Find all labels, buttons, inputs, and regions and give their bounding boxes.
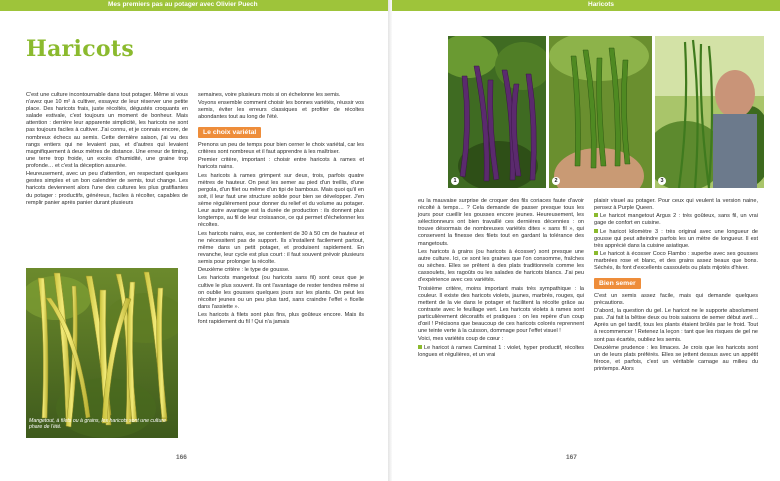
left-page <box>0 0 388 481</box>
right-column-2 <box>594 198 758 374</box>
paragraph: Voici, mes variétés coup de cœur : <box>418 336 504 343</box>
photo-number-2: 2 <box>552 177 560 185</box>
paragraph: C'est une culture incontournable dans tout potager. Même si vous n'avez que 10 m² à cultiver, essayez de leur réserver une petite place. Des haricots frais, juste récoltés, dégustés croquants en salade estivale, c'est toujours un moment de bonheur. Mais attention : derrière leur apparente simplicité, les haricots ne sont pas toujours faciles à cultiver. J'ai connu, et je connais encore, de nombreux échecs au semis. Cette dernière saison, j'ai vu des rangs entiers qui ne levaient pas, et d'autres qui levaient magnifiquement à deux mètres de distance. Une erreur de timing, une terre trop froide, un excès d'humidité, une graine trop profonde… et c'est la déception assurée. <box>26 92 188 169</box>
paragraph: Heureusement, avec un peu d'attention, en respectant quelques gestes simples et un bon calendrier de semis, tout change. Les haricots deviennent alors l'une des cultures les plus gratifiantes du potager : productifs, généreux, faciles à récolter, capables de remplir panier après panier durant plusieurs <box>26 171 188 206</box>
paragraph: plaisir visuel au potager. Pour ceux qui veulent la version naine, pensez à Purple Queen. <box>594 198 758 212</box>
paragraph: Deuxième critère : le type de gousse. <box>198 267 290 274</box>
running-header: Mes premiers pas au potager avec Olivier Puech <box>108 1 258 8</box>
bullet-item <box>418 345 584 359</box>
section-heading-semer: Bien semer <box>594 278 641 289</box>
yellow-beans-photo <box>26 268 178 438</box>
bullet-text: Le haricot à écosser Coco Flambo : superbe avec ses gousses marbrées rose et blanc, et des grains assez beaux que bons. Séchés, ils font d'excellents cassoulets ou plats mijotés d'hiver. <box>594 251 758 272</box>
bullet-text: Le haricot kilomètre 3 : très original avec une longueur de gousse qui peut atteindre parfois les un mètre de longueur. Il est très apprécié dans la cuisine asiatique. <box>594 228 758 249</box>
paragraph: Les haricots à filets sont plus fins, plus goûteux encore. Mais ils font rapidement du fil ! Qui n'a jamais <box>198 312 364 326</box>
paragraph: C'est un semis assez facile, mais qui demande quelques précautions. <box>594 292 758 306</box>
bullet-marker <box>418 345 422 349</box>
paragraph: Les haricots à rames grimpent sur deux, trois, parfois quatre mètres de hauteur. On peut les semer au pied d'un treillis, d'une pergola, d'un filet ou même d'un tipi de bambous. Mais quoi qu'il en soit, il leur faut une structure solide pour bien se développer. J'en sème régulièrement pour donner du relief et du volume au potager. Leur autre avantage est la durée de production : ils donnent plus longtemps, au fil de leur croissance, ce qui permet d'échelonner les récoltes. <box>198 172 364 229</box>
left-column-1 <box>26 92 188 208</box>
paragraph: Prenons un peu de temps pour bien cerner le choix variétal, car les critères sont nombreux et il faut apprendre à les maîtriser. <box>198 141 364 155</box>
bullet-text: Le haricot à rames Carminat 1 : violet, hyper productif, récoltes longues et régulières, et un vrai <box>418 344 584 358</box>
purple-beans-photo <box>448 36 546 188</box>
gardener-illustration <box>655 36 764 188</box>
photo-number-3: 3 <box>658 177 666 185</box>
bullet-item <box>594 213 758 227</box>
bullet-item <box>594 251 758 272</box>
gardener-long-beans-photo <box>655 36 764 188</box>
green-beans-hand-photo <box>549 36 652 188</box>
left-column-2 <box>198 92 364 328</box>
purple-beans-illustration <box>448 36 546 188</box>
paragraph: Les haricots mangetout (ou haricots sans fil) sont ceux que je cultive le plus souvent. Ils ont l'avantage de rester tendres même si on oublie les gousses quelques jours sur les plants. On peut les récolter jeunes ou un peu plus tard, sans craindre l'effet « ficelle dans l'assiette ». <box>198 275 364 310</box>
paragraph: D'abord, la question du gel. Le haricot ne le supporte absolument pas. J'ai fait la bêtise deux ou trois saisons de semer début avril… Après un gel tardif, tous les plants étaient brûlés par le froid. Tout à recommencer ! Retenez la leçon : tant que les risques de gel ne sont pas écartés, oubliez les semis. <box>594 308 758 343</box>
running-header: Haricots <box>588 1 615 8</box>
paragraph: eu la mauvaise surprise de croquer des fils coriaces faute d'avoir récolté à temps… ? Cela demande de passer presque tous les jours pour cueillir les gousses encore jeunes. Heureusement, les sélectionneurs ont bien travaillé ces dernières décennies : on trouve désormais de nombreuses variétés dites « sans fil », qui conservent la finesse des filets tout en gardant la tolérance des mangetouts. <box>418 198 584 247</box>
paragraph: Les haricots à grains (ou haricots à écosser) sont presque une autre culture. Ici, ce sont les graines que l'on consomme, fraîches ou sèches. Elles se prêtent à des plats traditionnels comme les cassoulets, les ragoûts ou les salades de haricots blancs. J'ai peu d'expérience avec ces variétés. <box>418 248 584 284</box>
paragraph: Troisième critère, moins important mais très sympathique : la couleur. Il existe des haricots violets, jaunes, marbrés, rouges, qui mettent de la vie dans le potager et facilitent la récolte grâce au contraste avec le feuillage vert. Les haricots violets à rames sont particulièrement décoratifs et pratiques : on les repère d'un coup d'œil ! Précisons que beaucoup de ces haricots colorés reprennent une teinte verte à la cuisson, dommage pour l'effet visuel ! <box>418 285 584 335</box>
bullet-item <box>594 229 758 250</box>
right-column-1 <box>418 198 584 360</box>
bullet-text: Le haricot mangetout Argus 2 : très goûteux, sans fil, un vrai gage de confort en cuisine. <box>594 213 758 227</box>
bullet-marker <box>594 213 598 217</box>
chapter-title: Haricots <box>26 36 135 62</box>
paragraph: Deuxième prudence : les limaces. Je crois que les haricots sont un de leurs plats préférés. Elles se jettent dessus avec un appétit féroce, et parfois, c'est un véritable carnage au milieu du printemps. Alors <box>594 344 758 373</box>
green-beans-illustration <box>549 36 652 188</box>
bullet-marker <box>594 229 598 233</box>
right-page <box>392 0 780 481</box>
page-number: 166 <box>176 454 187 461</box>
section-heading-choix: Le choix variétal <box>198 127 261 138</box>
page-number: 167 <box>566 454 577 461</box>
paragraph: Premier critère, important : choisir entre haricots à rames et haricots nains. <box>198 157 364 171</box>
yellow-beans-illustration <box>26 268 178 438</box>
bullet-marker <box>594 251 598 255</box>
photo-caption: Mangetout, à filets ou à grains, les haricots sont une culture phare de l'été. <box>29 418 166 431</box>
photo-number-1: 1 <box>451 177 459 185</box>
paragraph: semaines, voire plusieurs mois si on échelonne les semis. <box>198 92 341 98</box>
running-header-band <box>392 0 780 11</box>
paragraph: Les haricots nains, eux, se contentent de 30 à 50 cm de hauteur et ne nécessitent pas de support. Ils s'installent facilement partout, même dans un petit potager, et produisent rapidement. En revanche, leur cycle est plus court : il faut souvent prévoir plusieurs semis pour prolonger la récolte. <box>198 230 364 265</box>
paragraph: Voyons ensemble comment choisir les bonnes variétés, réussir vos semis, éviter les erreurs classiques et profiter de récoltes abondantes tout au long de l'été. <box>198 100 364 121</box>
